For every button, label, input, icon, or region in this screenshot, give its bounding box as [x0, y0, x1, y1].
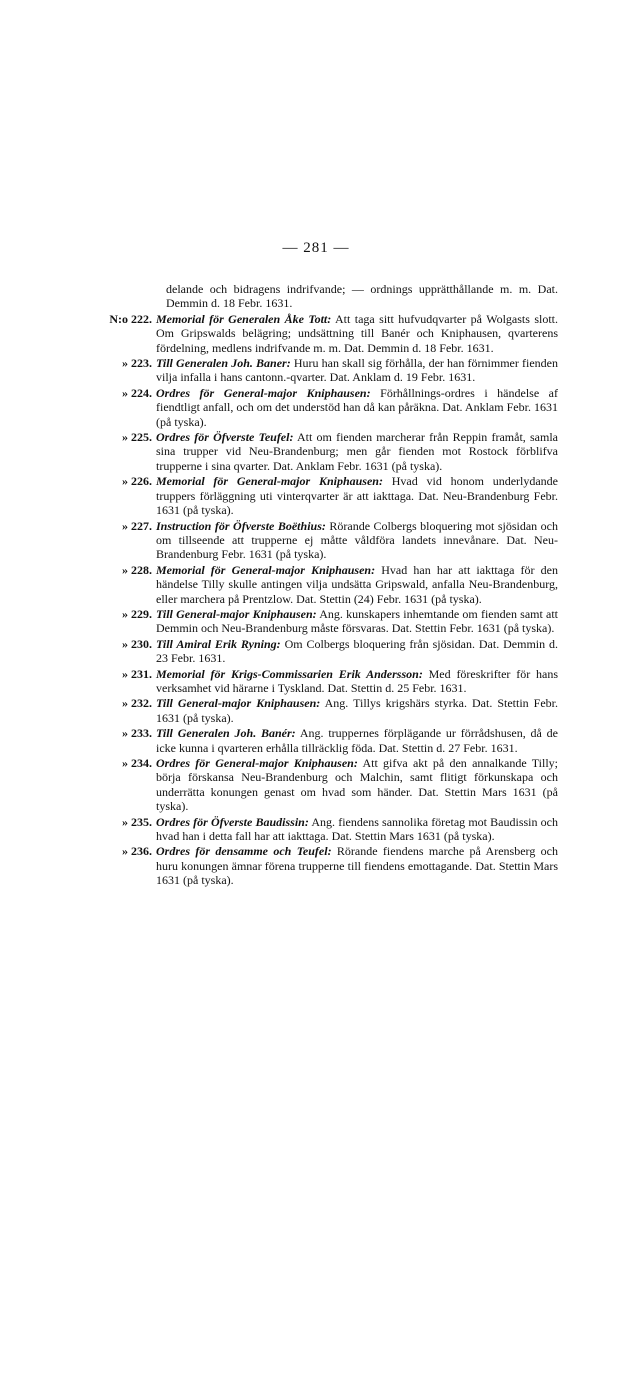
- register-entry: [78, 386, 558, 429]
- entry-recipient: Ordres för General-major Kniphausen:: [156, 385, 371, 400]
- entry-description: Ang. fiendens sannolika företag mot Baudissin och hvad han i detta fall har att iakttaga. Dat. Stettin Mars 1631 (på tyska).: [156, 814, 559, 844]
- entry-recipient: Memorial för Krigs-Commissarien Erik Andersson:: [156, 666, 423, 681]
- entry-recipient: Till General-major Kniphausen:: [156, 606, 317, 621]
- entry-description: Förhållnings-ordres i händelse af fiendtligt anfall, och om det understöd han då kan påräkna. Dat. Anklam Febr. 1631 (på tyska).: [156, 385, 559, 429]
- entry-text: [156, 815, 558, 844]
- entry-description: Huru han skall sig förhålla, der han förnimmer fienden vilja infalla i hans cantonn.-qvarter. Dat. Anklam d. 19 Febr. 1631.: [156, 356, 558, 385]
- register-list: [78, 282, 558, 889]
- entry-number: » 236.: [122, 844, 152, 859]
- entry-number: » 230.: [122, 636, 152, 651]
- entry-recipient: Memorial för General-major Kniphausen:: [156, 562, 376, 577]
- entry-text: [156, 756, 558, 814]
- entry-description: Rörande Colbergs bloquering mot sjösidan och om tillseende att trupperne ej måtte våldföra landets innevånare. Dat. Neu-Brandenburg Febr. 1631 (på tyska).: [156, 518, 559, 562]
- entry-number: » 233.: [122, 726, 152, 741]
- entry-text: [156, 667, 558, 696]
- entry-number: » 231.: [122, 666, 152, 681]
- entry-recipient: Ordres för Öfverste Teufel:: [156, 430, 294, 445]
- register-entry: [78, 430, 558, 473]
- register-entry: [78, 519, 558, 562]
- entry-description: Att om fienden marcherar från Reppin framåt, samla sina trupper vid Neu-Brandenburg; men går fienden mot Rostock förblifva trupperne i sina qvarter. Dat. Anklam Febr. 1631 (på tyska).: [156, 430, 558, 473]
- entry-recipient: Till General-major Kniphausen:: [156, 696, 321, 711]
- register-entry: [78, 667, 558, 696]
- entry-recipient: Instruction för Öfverste Boëthius:: [156, 518, 326, 533]
- entry-number: » 229.: [122, 606, 152, 621]
- register-entry: [78, 815, 558, 844]
- entry-number: N:o 222.: [109, 311, 152, 326]
- register-entry: [78, 474, 558, 517]
- entry-number: » 224.: [122, 385, 152, 400]
- entry-description: Att gifva akt på den annalkande Tilly; börja förskansa Neu-Brandenburg och Malchin, samt flitigt förkunskapa och underrätta konungen genast om hvad som händer. Dat. Stettin Mars 1631 (på tyska).: [156, 756, 558, 814]
- register-entry: [78, 637, 558, 666]
- entry-number: » 227.: [122, 518, 152, 533]
- entry-recipient: Ordres för densamme och Teufel:: [156, 844, 332, 859]
- entry-text: [156, 844, 558, 887]
- entry-text: [156, 430, 558, 473]
- entry-description: Hvad han har att iakttaga för den händelse Tilly skulle antingen vilja undsätta Gripswald, anfalla Neu-Brandenburg, eller marchera på Prentzlow. Dat. Stettin (24) Febr. 1631 (på tyska).: [156, 562, 558, 606]
- entry-text: [156, 519, 558, 562]
- register-entry: [78, 844, 558, 887]
- entry-recipient: Till Generalen Joh. Banér:: [156, 726, 296, 741]
- register-entry: [78, 756, 558, 814]
- register-entry: [78, 356, 558, 385]
- entry-text: [156, 607, 558, 636]
- entry-text: [156, 563, 558, 606]
- register-entry: [78, 607, 558, 636]
- entry-recipient: Memorial för Generalen Åke Tott:: [156, 311, 332, 326]
- entry-recipient: Till Amiral Erik Ryning:: [156, 636, 281, 651]
- entry-number: » 228.: [122, 562, 152, 577]
- entry-number: » 225.: [122, 430, 152, 445]
- entry-number: » 223.: [122, 356, 152, 371]
- register-entry: [78, 312, 558, 355]
- entry-description: Hvad vid honom underlydande truppers förläggning uti vinterqvarter är att iakttaga. Dat. Neu-Brandenburg Febr. 1631 (på tyska).: [156, 474, 559, 518]
- entry-recipient: Ordres för Öfverste Baudissin:: [156, 814, 309, 829]
- page-number: — 281 —: [282, 240, 350, 256]
- entry-text: [156, 386, 558, 429]
- entry-description: Rörande fiendens marche på Arensberg och huru konungen ämnar förena trupperne till fiendens emottagande. Dat. Stettin Mars 1631 (på tyska).: [156, 844, 558, 888]
- entry-description: Att taga sitt hufvudqvarter på Wolgasts slott. Om Gripswalds belägring; undsättning till Banér och Kniphausen, qvarterens fördelning, medlens indrifvande m. m. Dat. Demmin d. 18 Febr. 1631.: [156, 311, 558, 355]
- entry-text: [156, 637, 558, 666]
- entry-text: [156, 696, 558, 725]
- entry-recipient: Ordres för General-major Kniphausen:: [156, 756, 358, 770]
- register-entry: [78, 726, 558, 755]
- entries-container: [78, 312, 558, 888]
- entry-recipient: Till Generalen Joh. Baner:: [156, 356, 291, 371]
- entry-number: » 226.: [122, 474, 152, 489]
- entry-recipient: Memorial för General-major Kniphausen:: [156, 474, 383, 489]
- entry-description: Med föreskrifter för hans verksamhet vid härarne i Tyskland. Dat. Stettin d. 25 Febr. 1631.: [156, 666, 559, 695]
- continuation-text: delande och bidragens indrifvande; — ordnings upprätthållande m. m. Dat. Demmin d. 18 Febr. 1631.: [166, 282, 558, 311]
- entry-number: » 235.: [122, 814, 152, 829]
- entry-number: » 234.: [122, 756, 152, 770]
- entry-text: [156, 474, 558, 517]
- register-entry: [78, 696, 558, 725]
- entry-text: [156, 726, 558, 755]
- entry-description: Ang. Tillys krigshärs styrka. Dat. Stettin Febr. 1631 (på tyska).: [156, 696, 559, 725]
- register-entry: [78, 563, 558, 606]
- entry-description: Ang. truppernes förplägande ur förrådshusen, då de icke kunna i qvarteren erhålla tillräcklig föda. Dat. Stettin d. 27 Febr. 1631.: [156, 726, 558, 755]
- entry-text: [156, 312, 558, 355]
- entry-description: Om Colbergs bloquering från sjösidan. Dat. Demmin d. 23 Febr. 1631.: [156, 636, 559, 666]
- entry-number: » 232.: [122, 696, 152, 711]
- entry-text: [156, 356, 558, 385]
- entry-description: Ang. kunskapers inhemtande om fienden samt att Demmin och Neu-Brandenburg måste försvaras. Dat. Stettin Febr. 1631 (på tyska).: [156, 606, 559, 636]
